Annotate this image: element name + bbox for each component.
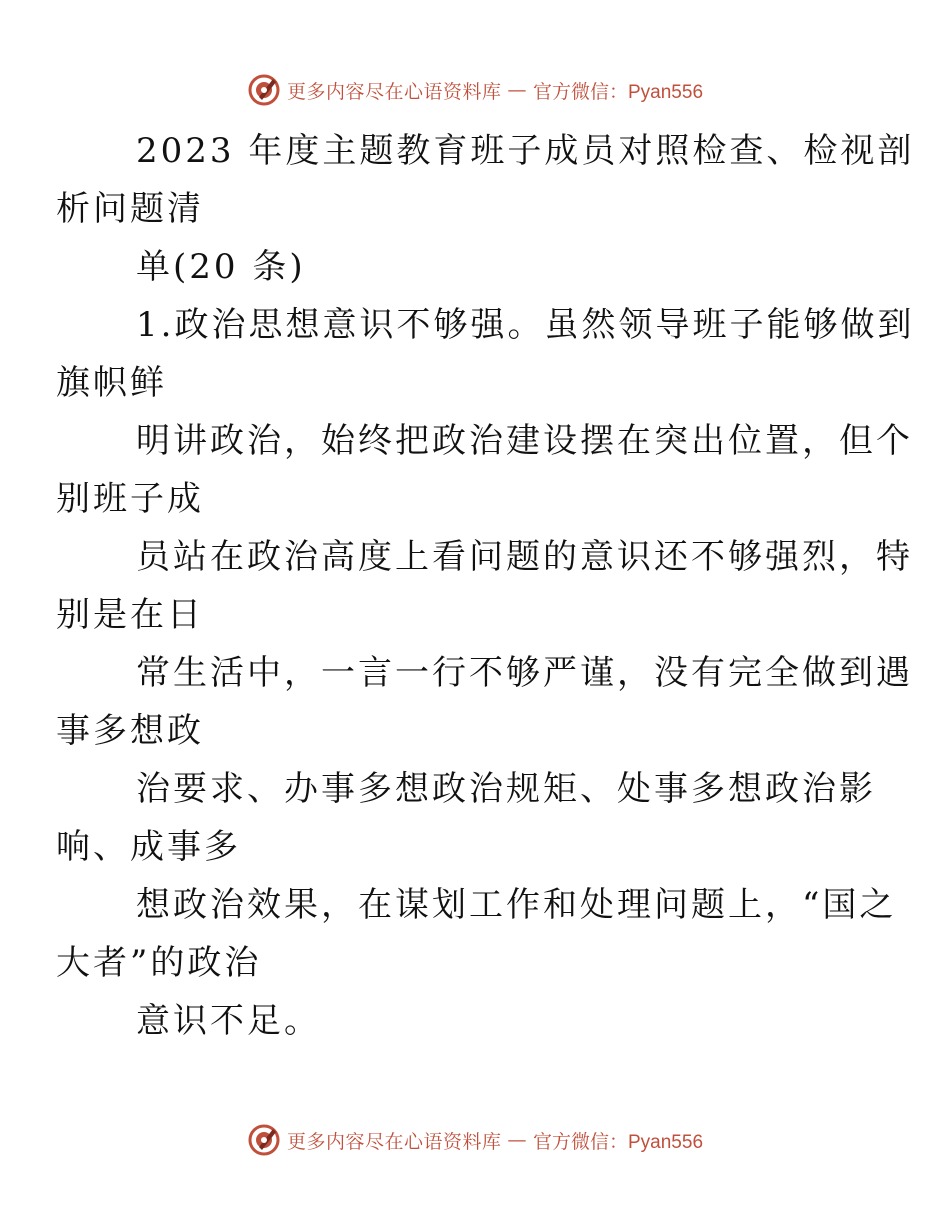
line-text: 意识不足。 (136, 1001, 321, 1041)
line-text: 想政治效果，在谋划工作和处理问题上，“国之 (136, 885, 897, 925)
line-text: 治要求、办事多想政治规矩、处事多想政治影 (136, 769, 876, 809)
header-slogan: 更多内容尽在心语资料库 (286, 80, 502, 103)
document-body (56, 122, 915, 1050)
paragraph-line (56, 644, 913, 760)
line-text: 明讲政治，始终把政治建设摆在突出位置，但个 (136, 421, 913, 461)
line-text: 2023 年度主题教育班子成员对照检查、检视剖 (136, 131, 915, 171)
line-text: 常生活中，一言一行不够严谨，没有完全做到遇 (136, 653, 913, 693)
paragraph-line (56, 760, 876, 876)
paragraph-line (56, 122, 915, 238)
paragraph-line (96, 992, 860, 1050)
header-separator: — (507, 79, 527, 101)
line-text: 员站在政治高度上看问题的意识还不够强烈，特 (136, 537, 913, 577)
pen-circle-logo-icon (247, 1123, 281, 1157)
line-text: 1.政治思想意识不够强。虽然领导班子能够做到 (136, 305, 915, 345)
pen-circle-logo-icon (247, 73, 281, 107)
line-wrap-text: 事多想政 (56, 711, 204, 751)
line-wrap-text: 响、成事多 (56, 827, 241, 867)
line-wrap-text: 旗帜鲜 (56, 363, 167, 403)
paragraph-line (56, 296, 915, 412)
footer-separator: — (507, 1129, 527, 1151)
paragraph-line (96, 238, 860, 296)
footer-slogan: 更多内容尽在心语资料库 (286, 1130, 502, 1153)
line-text: 单(20 条) (136, 247, 306, 287)
line-wrap-text: 别班子成 (56, 479, 204, 519)
line-wrap-text: 别是在日 (56, 595, 204, 635)
paragraph-line (56, 528, 913, 644)
footer-banner (0, 1120, 950, 1160)
footer-contact: 官方微信：Pyan556 (533, 1131, 704, 1153)
paragraph-line (56, 412, 913, 528)
paragraph-line (56, 876, 897, 992)
line-wrap-text: 大者”的政治 (56, 943, 262, 983)
header-contact: 官方微信：Pyan556 (533, 81, 704, 103)
line-wrap-text: 析问题清 (56, 189, 204, 229)
header-banner (0, 70, 950, 110)
